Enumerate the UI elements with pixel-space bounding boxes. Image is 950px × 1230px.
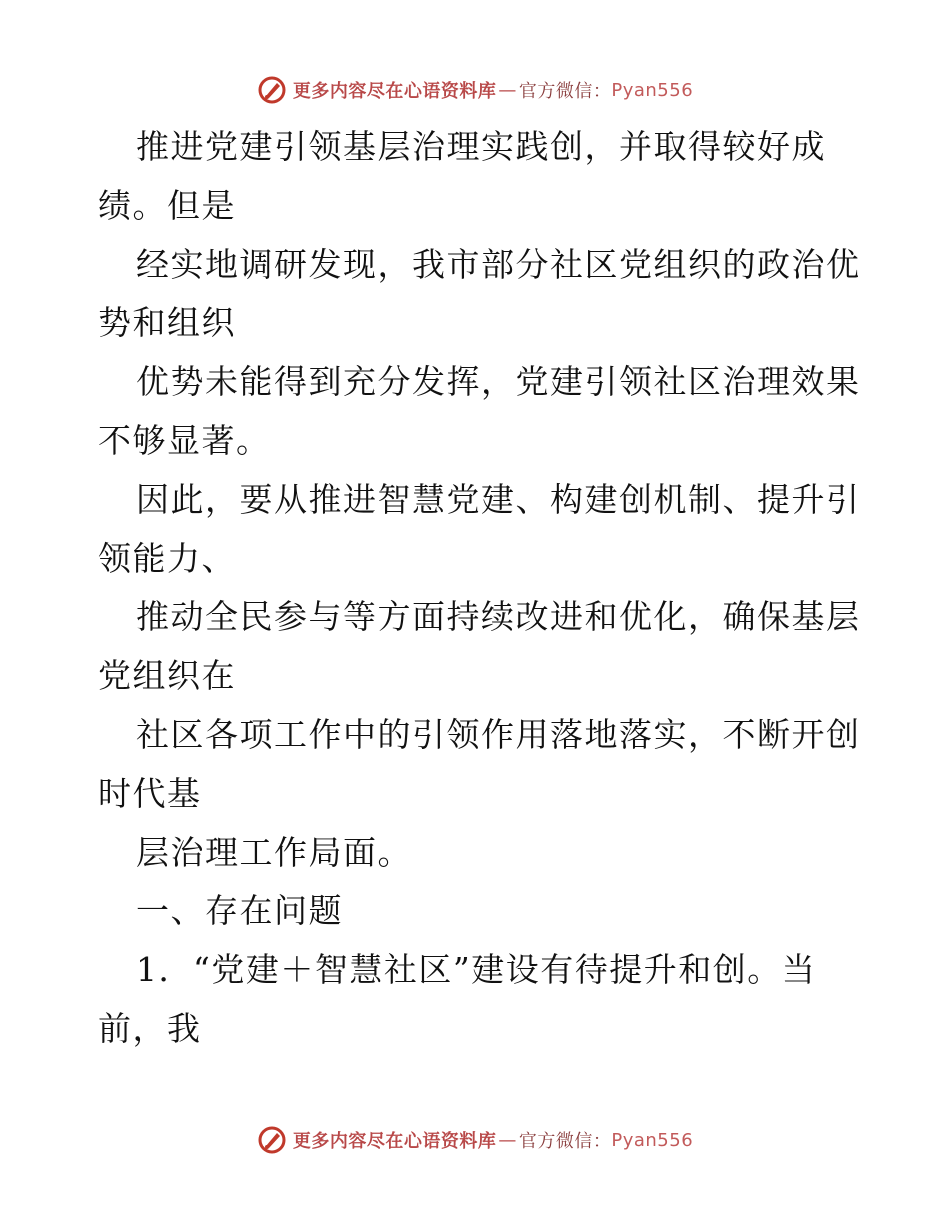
body-line: 不够显著。 xyxy=(98,420,271,460)
logo-icon xyxy=(257,1125,287,1155)
body-line: 时代基 xyxy=(98,773,202,813)
body-line: 1．“党建＋智慧社区”建设有待提升和创。当 xyxy=(136,950,817,990)
body-line: 党组织在 xyxy=(98,656,236,696)
watermark-dash: — xyxy=(498,79,517,101)
watermark-sub-text: 官方微信： xyxy=(518,1131,612,1152)
section-heading: 一、存在问题 xyxy=(136,891,343,931)
body-line: 绩。但是 xyxy=(98,185,236,225)
watermark-sub-text: 官方微信： xyxy=(518,81,612,102)
watermark-main-text: 更多内容尽在心语资料库 xyxy=(292,81,497,102)
watermark-dash: — xyxy=(498,1129,517,1151)
body-line: 层治理工作局面。 xyxy=(136,832,412,872)
body-line: 领能力、 xyxy=(98,538,236,578)
watermark-id: Pyan556 xyxy=(611,79,694,101)
document-body xyxy=(98,118,861,1059)
body-line: 优势未能得到充分发挥，党建引领社区治理效果 xyxy=(136,362,861,402)
body-line: 社区各项工作中的引领作用落地落实，不断开创 xyxy=(136,714,861,754)
watermark-id: Pyan556 xyxy=(611,1129,694,1151)
body-line: 势和组织 xyxy=(98,303,236,343)
header-watermark xyxy=(0,70,950,110)
body-line: 因此，要从推进智慧党建、构建创机制、提升引 xyxy=(136,479,861,519)
footer-watermark xyxy=(0,1120,950,1160)
body-line: 推动全民参与等方面持续改进和优化，确保基层 xyxy=(136,597,861,637)
body-line: 经实地调研发现，我市部分社区党组织的政治优 xyxy=(136,244,861,284)
body-line: 前，我 xyxy=(98,1008,202,1048)
body-line: 推进党建引领基层治理实践创，并取得较好成 xyxy=(136,127,826,166)
watermark-main-text: 更多内容尽在心语资料库 xyxy=(292,1131,497,1152)
logo-icon xyxy=(257,75,287,105)
